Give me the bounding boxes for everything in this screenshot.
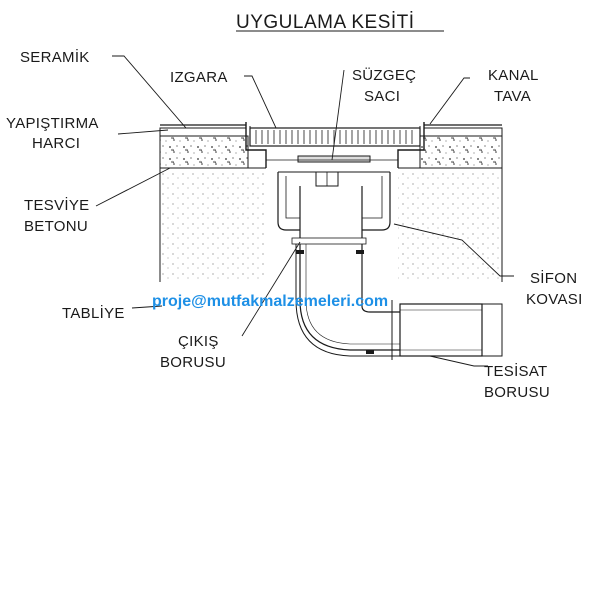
label-kanal-2: TAVA [494, 88, 532, 105]
watermark-email: proje@mutfakmalzemeleri.com [152, 293, 389, 310]
diagram-title: UYGULAMA KESİTİ [236, 12, 415, 33]
label-izgara: IZGARA [170, 69, 228, 86]
label-suzgec-2: SACI [364, 88, 401, 105]
label-cikis-1: ÇIKIŞ [178, 333, 219, 350]
outlet-pipe [292, 186, 400, 356]
label-suzgec-1: SÜZGEÇ [352, 67, 417, 84]
label-tesisat-2: BORUSU [484, 384, 550, 401]
label-tesviye-2: BETONU [24, 218, 89, 235]
siphon-bucket [278, 172, 390, 230]
label-tesisat-1: TESİSAT [484, 363, 548, 380]
label-cikis-2: BORUSU [160, 354, 226, 371]
installation-pipe [392, 300, 502, 360]
label-tabliye: TABLİYE [62, 305, 125, 322]
label-seramik: SERAMİK [20, 49, 90, 66]
label-tesviye-1: TESVİYE [24, 197, 90, 214]
label-yapistirma-2: HARCI [32, 135, 81, 152]
label-kanal-1: KANAL [488, 67, 539, 84]
label-sifon-2: KOVASI [526, 291, 583, 308]
label-sifon-1: SİFON [530, 270, 578, 287]
label-yapistirma-1: YAPIŞTIRMA [6, 115, 99, 132]
